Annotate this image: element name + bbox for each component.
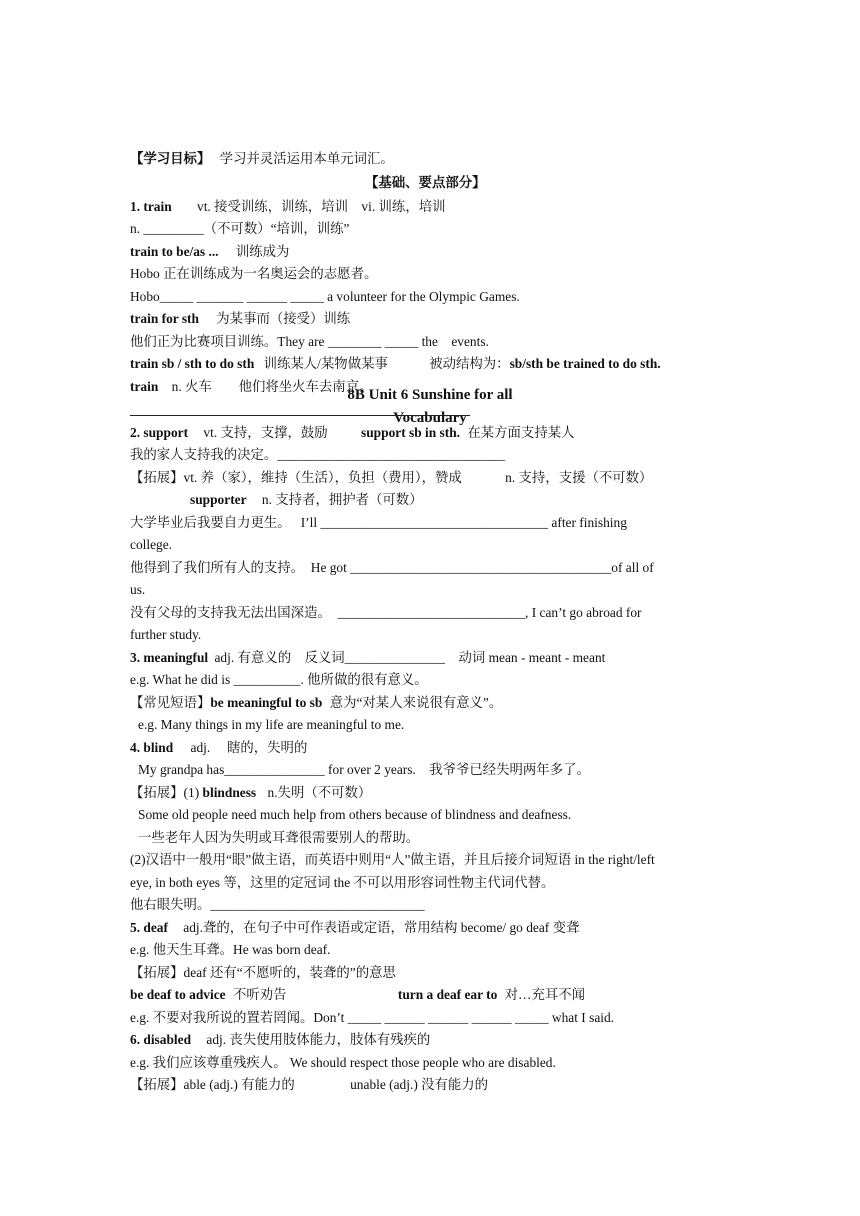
disabled-example-1: e.g. 我们应该尊重残疾人。 We should respect those people who are disabled. <box>130 1055 556 1070</box>
phrase-meaning: n.失明（不可数） <box>267 785 372 800</box>
train-phrase-3 <box>130 355 661 373</box>
entry-term: 5. deaf <box>130 920 168 935</box>
entry-definition: adj.聋的，在句子中可作表语或定语，常用结构 become/ go deaf 变聋 <box>183 920 580 935</box>
entry-support-head <box>130 424 575 442</box>
phrase-term: support sb in sth. <box>361 425 461 440</box>
phrase-meaning: 在某方面支持某人 <box>467 425 575 440</box>
train-phrase-2 <box>130 310 350 328</box>
phrase-meaning: 意为“对某人来说很有意义”。 <box>329 695 503 710</box>
support-sentence-2: 大学毕业后我要自力更生。 I’ll __________________________________ after finishing <box>130 515 627 530</box>
phrase-term: train sb / sth to do sth <box>130 356 255 371</box>
entry-term: 3. meaningful <box>130 650 209 665</box>
support-sentence-4: 没有父母的支持我无法出国深造。 ____________________________, I can’t go abroad for <box>130 605 642 620</box>
phrase-term: supporter <box>190 492 247 507</box>
support-supporter <box>190 491 423 509</box>
phrase-term: be meaningful to sb <box>210 695 323 710</box>
doc-subtitle: Vocabulary <box>393 410 467 426</box>
support-sentence-3: 他得到了我们所有人的支持。 He got _______________________________________of all of <box>130 560 654 575</box>
entry-train-head <box>130 198 446 216</box>
entry-blind-head <box>130 739 307 757</box>
blind-note-2: eye, in both eyes 等，这里的定冠词 the 不可以用形容词性物主代词代替。 <box>130 875 555 890</box>
phrase-meaning: n. 支持者，拥护者（可数） <box>261 492 423 507</box>
phrase-term: train for sth <box>130 311 199 326</box>
meaningful-example-1: e.g. What he did is __________. 他所做的很有意义。 <box>130 672 428 687</box>
phrase-term: blindness <box>202 785 257 800</box>
support-sentence-1: 我的家人支持我的决定。__________________________________ <box>130 447 505 462</box>
phrase-label: 【常见短语】 <box>130 695 211 710</box>
phrase-term: be deaf to advice <box>130 987 226 1002</box>
train-phrase-1 <box>130 243 289 261</box>
blind-sentence-3: 一些老年人因为失明或耳聋很需要别人的帮助。 <box>138 830 420 845</box>
support-extension <box>130 469 652 487</box>
doc-title: 8B Unit 6 Sunshine for all <box>347 387 513 403</box>
entry-definition: adj. 丧失使用肢体能力，肢体有残疾的 <box>206 1032 431 1047</box>
train-phrase-2-sentence: 他们正为比赛项目训练。They are ________ _____ the events. <box>130 334 489 349</box>
blind-extension <box>130 784 371 802</box>
phrase-meaning: 对…充耳不闻 <box>504 987 586 1002</box>
extension-able: 【拓展】able (adj.) 有能力的 <box>130 1077 295 1092</box>
train-noun-line <box>130 378 372 396</box>
objective-line <box>130 150 394 168</box>
entry-term: 4. blind <box>130 740 174 755</box>
section-heading: 【基础、要点部分】 <box>365 175 486 190</box>
entry-definition: adj. 瞎的，失明的 <box>190 740 308 755</box>
objective-label: 【学习目标】 <box>130 151 211 166</box>
entry-train-noun: n. _________（不可数）“培训，训练” <box>130 221 350 236</box>
entry-meaningful-head <box>130 649 605 667</box>
phrase-meaning: 训练成为 <box>235 244 290 259</box>
objective-text: 学习并灵活运用本单元词汇。 <box>219 151 394 166</box>
entry-term: 2. support <box>130 425 189 440</box>
entry-disabled-head <box>130 1031 430 1049</box>
blind-sentence-1: My grandpa has_______________ for over 2 years. 我爷爷已经失明两年多了。 <box>138 762 590 777</box>
phrase-meaning: 为某事而（接受）训练 <box>216 311 351 326</box>
extension-text: 【拓展】vt. 养（家），维持（生活），负担（费用），赞成 <box>130 470 462 485</box>
entry-deaf-head <box>130 919 579 937</box>
deaf-example-2: e.g. 不要对我所说的置若罔闻。Don’t _____ ______ ______ ______ _____ what I said. <box>130 1010 615 1025</box>
support-sentence-3b: us. <box>130 582 146 597</box>
support-sentence-2b: college. <box>130 537 173 552</box>
answer-blank-line <box>130 415 470 416</box>
blind-note-1: (2)汉语中一般用“眼”做主语，而英语中则用“人”做主语，并且后接介词短语 in the right/left <box>130 852 655 867</box>
meaningful-example-2: e.g. Many things in my life are meaningful to me. <box>138 717 405 732</box>
support-sentence-4b: further study. <box>130 627 202 642</box>
blind-sentence-2: Some old people need much help from others because of blindness and deafness. <box>138 807 572 822</box>
meaningful-phrase <box>130 694 502 712</box>
disabled-extension <box>130 1076 488 1094</box>
passive-structure: sb/sth be trained to do sth. <box>509 356 661 371</box>
deaf-extension: 【拓展】deaf 还有“不愿听的，装聋的”的意思 <box>130 965 396 980</box>
passive-label: 被动结构为： <box>429 356 510 371</box>
phrase-term: turn a deaf ear to <box>397 987 498 1002</box>
entry-definition: adj. 有意义的 反义词_______________ 动词 mean - meant - meant <box>214 650 606 665</box>
train-phrase-1-cn: Hobo 正在训练成为一名奥运会的志愿者。 <box>130 266 378 281</box>
entry-definition: vt. 接受训练，训练，培训 vi. 训练，培训 <box>197 199 446 214</box>
extension-noun: n. 支持，支援（不可数） <box>505 470 653 485</box>
deaf-example-1: e.g. 他天生耳聋。He was born deaf. <box>130 942 331 957</box>
entry-term: 6. disabled <box>130 1032 192 1047</box>
phrase-term: train to be/as ... <box>130 244 219 259</box>
extension-label: 【拓展】(1) <box>130 785 200 800</box>
phrase-meaning: 训练某人/某物做某事 <box>263 356 388 371</box>
train-phrase-1-en: Hobo_____ _______ ______ _____ a volunteer for the Olympic Games. <box>130 289 520 304</box>
deaf-phrases <box>130 986 585 1004</box>
phrase-meaning: n. 火车 他们将坐火车去南京。 <box>171 379 373 394</box>
phrase-meaning: 不听劝告 <box>232 987 287 1002</box>
phrase-term: train <box>130 379 159 394</box>
extension-unable: unable (adj.) 没有能力的 <box>350 1077 489 1092</box>
entry-definition: vt. 支持，支撑，鼓励 <box>203 425 328 440</box>
entry-term: 1. train <box>130 199 172 214</box>
blind-sentence-4: 他右眼失明。________________________________ <box>130 897 425 912</box>
